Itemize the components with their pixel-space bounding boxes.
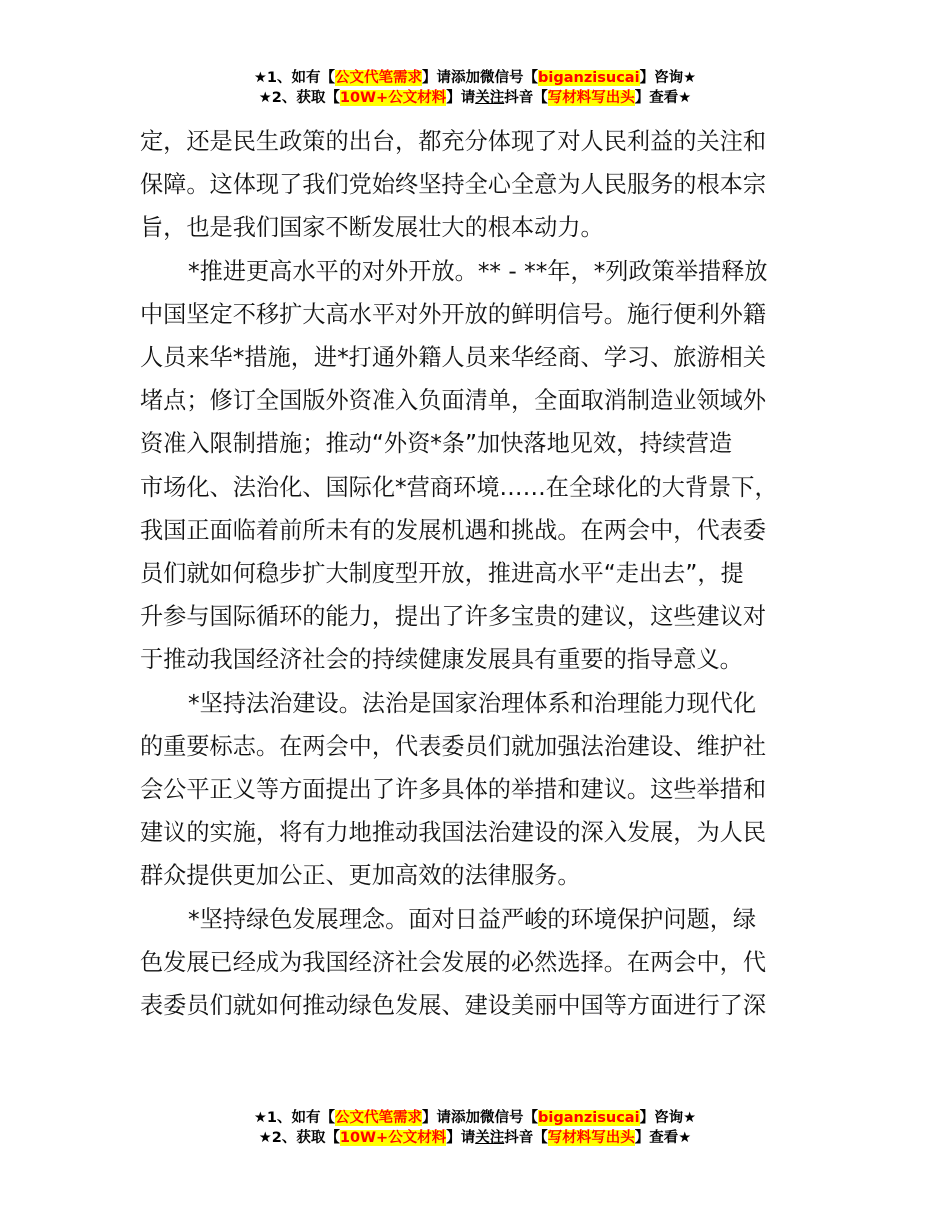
text-line: 保障。这体现了我们党始终坚持全心全意为人民服务的根本宗: [140, 171, 767, 199]
banner-text: ★1、如有【: [253, 70, 336, 86]
paragraph-1: [140, 120, 812, 250]
highlight-materials: 10W+公文材料: [339, 1130, 447, 1146]
header-banner: [0, 68, 950, 108]
banner-text: 】请添加微信号【: [422, 1110, 539, 1126]
highlight-materials: 10W+公文材料: [339, 90, 447, 106]
banner-text: ★2、获取【: [258, 90, 340, 106]
highlight-wechat-id: biganzisucai: [538, 70, 640, 86]
text-line: 市场化、法治化、国际化*营商环境……在全球化的大背景下，: [140, 473, 778, 501]
text-line: 旨，也是我们国家不断发展壮大的根本动力。: [140, 214, 604, 242]
highlight-service: 公文代笔需求: [335, 1110, 423, 1126]
paragraph-rule-of-law: [140, 682, 812, 898]
text-line: 表委员们就如何推动绿色发展、建设美丽中国等方面进行了深: [140, 992, 767, 1020]
underlined-follow: 关注: [475, 1130, 505, 1146]
paragraph-green-development: [140, 898, 812, 1028]
banner-text: 抖音【: [504, 1130, 548, 1146]
text-line: 的重要标志。在两会中，代表委员们就加强法治建设、维护社: [140, 732, 767, 760]
banner-line-1: [0, 68, 950, 88]
text-line: 中国坚定不移扩大高水平对外开放的鲜明信号。施行便利外籍: [140, 300, 767, 328]
text-line: 我国正面临着前所未有的发展机遇和挑战。在两会中，代表委: [140, 516, 767, 544]
footer-banner: [0, 1108, 950, 1148]
banner-text: 】请: [446, 1130, 476, 1146]
text-line: *推进更高水平的对外开放。** - **年，*列政策举措释放: [188, 257, 768, 285]
text-line: 建议的实施，将有力地推动我国法治建设的深入发展，为人民: [140, 819, 767, 847]
banner-text: 抖音【: [504, 90, 548, 106]
banner-text: 】请添加微信号【: [422, 70, 539, 86]
text-line: *坚持法治建设。法治是国家治理体系和治理能力现代化: [188, 689, 757, 717]
banner-line-2: [0, 88, 950, 108]
banner-text: ★2、获取【: [258, 1130, 340, 1146]
text-line: 人员来华*措施，进*打通外籍人员来华经商、学习、旅游相关: [140, 344, 767, 372]
text-line: 资准入限制措施；推动“外资*条”加快落地见效，持续营造: [140, 430, 733, 458]
highlight-douyin-account: 写材料写出头: [547, 1130, 635, 1146]
underlined-follow: 关注: [475, 90, 505, 106]
banner-text: 】咨询★: [639, 1110, 697, 1126]
highlight-service: 公文代笔需求: [335, 70, 423, 86]
text-line: 堵点；修订全国版外资准入负面清单，全面取消制造业领域外: [140, 387, 767, 415]
banner-line-2: [0, 1128, 950, 1148]
text-line: 定，还是民生政策的出台，都充分体现了对人民利益的关注和: [140, 128, 767, 155]
text-line: 色发展已经成为我国经济社会发展的必然选择。在两会中，代: [140, 948, 767, 976]
text-line: 升参与国际循环的能力，提出了许多宝贵的建议，这些建议对: [140, 603, 767, 631]
banner-text: 】请: [446, 90, 476, 106]
banner-text: 】咨询★: [639, 70, 697, 86]
text-line: 于推动我国经济社会的持续健康发展具有重要的指导意义。: [140, 646, 743, 674]
document-body: [140, 120, 812, 1027]
text-line: 群众提供更加公正、更加高效的法律服务。: [140, 862, 581, 890]
text-line: *坚持绿色发展理念。面对日益严峻的环境保护问题，绿: [188, 905, 757, 933]
highlight-douyin-account: 写材料写出头: [547, 90, 635, 106]
highlight-wechat-id: biganzisucai: [538, 1110, 640, 1126]
text-line: 会公平正义等方面提出了许多具体的举措和建议。这些举措和: [140, 776, 767, 804]
text-line: 员们就如何稳步扩大制度型开放，推进高水平“走出去”，提: [140, 560, 744, 588]
paragraph-opening-up: [140, 250, 812, 682]
banner-text: 】查看★: [634, 90, 692, 106]
banner-line-1: [0, 1108, 950, 1128]
banner-text: ★1、如有【: [253, 1110, 336, 1126]
banner-text: 】查看★: [634, 1130, 692, 1146]
